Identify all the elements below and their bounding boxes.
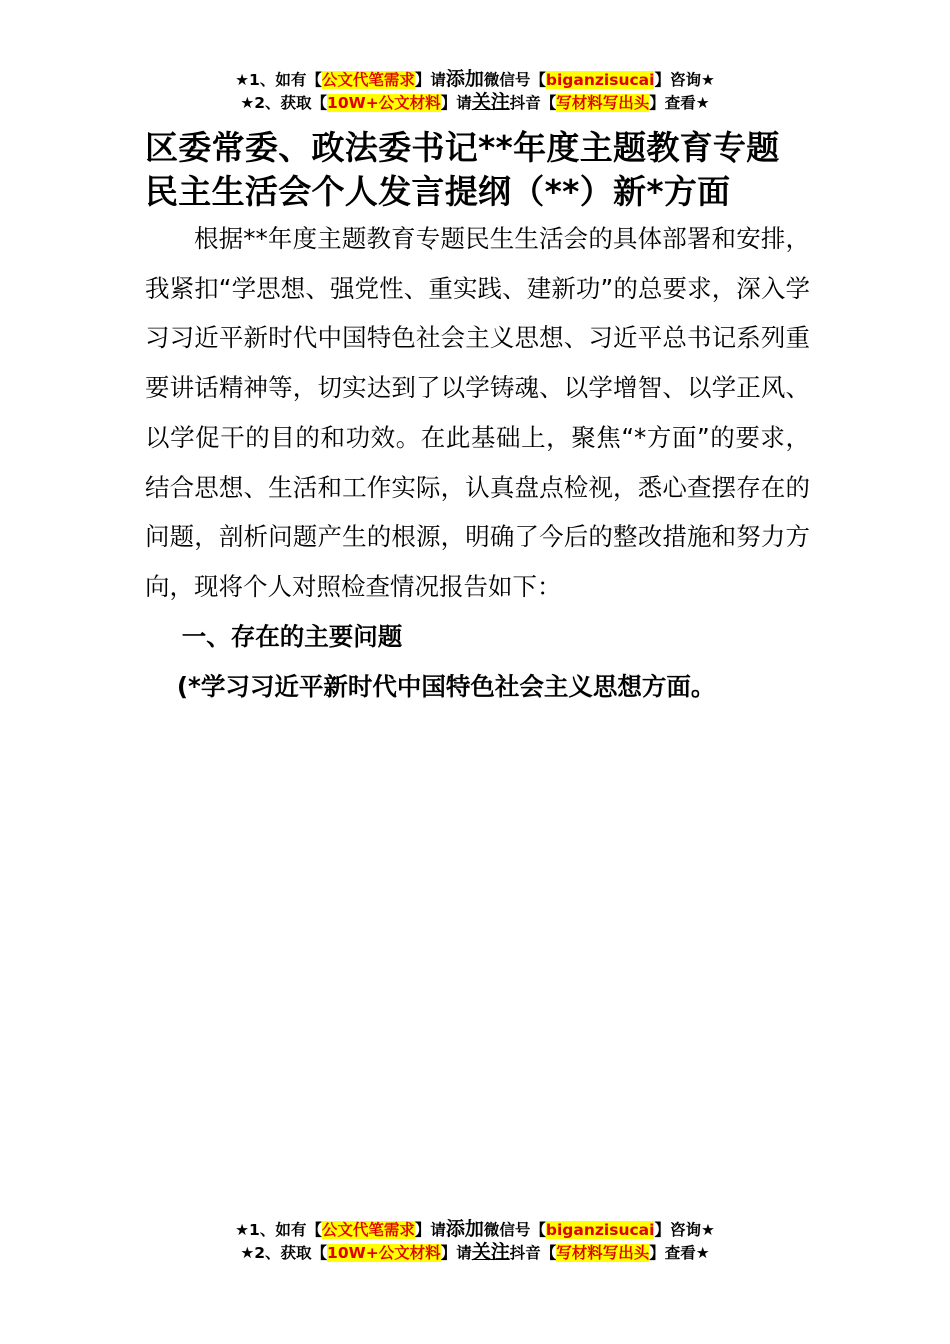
promo-highlight: 10W+公文材料 <box>327 1244 441 1262</box>
promo-douyin-id: 写材料写出头 <box>556 1244 650 1262</box>
section-heading: 一、存在的主要问题 <box>181 621 403 651</box>
promo-banner-bottom <box>0 1218 950 1264</box>
promo-wechat-id: biganzisucai <box>545 71 655 89</box>
promo-emphasis: 添加 <box>445 1218 484 1240</box>
promo-emphasis: 添加 <box>445 68 484 90</box>
subsection-heading: (*学习习近平新时代中国特色社会主义思想方面。 <box>176 671 716 701</box>
document-body <box>145 126 810 712</box>
document-title: 区委常委、政法委书记**年度主题教育专题民主生活会个人发言提纲（**）新*方面 <box>145 128 780 211</box>
promo-highlight: 10W+公文材料 <box>327 94 441 112</box>
promo-line-2: ★2、获取【10W+公文材料】请关注抖音【写材料写出头】查看★ <box>240 91 710 113</box>
intro-paragraph: 根据**年度主题教育专题民生生活会的具体部署和安排，我紧扣“学思想、强党性、重实践、建新功”的总要求，深入学习习近平新时代中国特色社会主义思想、习近平总书记系列重要讲话精神等，切实达到了以学铸魂、以学增智、以学正风、以学促干的目的和功效。在此基础上，聚焦“*方面”的要求，结合思想、生活和工作实际，认真盘点检视，悉心查摆存在的问题，剖析问题产生的根源，明确了今后的整改措施和努力方向，现将个人对照检查情况报告如下： <box>145 224 810 601</box>
promo-banner-top <box>0 68 950 114</box>
promo-douyin-id: 写材料写出头 <box>556 94 650 112</box>
promo-wechat-id: biganzisucai <box>545 1221 655 1239</box>
promo-highlight: 公文代笔需求 <box>321 1221 415 1239</box>
promo-line-1: ★1、如有【公文代笔需求】请添加微信号【biganzisucai】咨询★ <box>235 1218 715 1240</box>
promo-emphasis: 关注 <box>471 91 510 113</box>
promo-line-2: ★2、获取【10W+公文材料】请关注抖音【写材料写出头】查看★ <box>240 1241 710 1263</box>
promo-highlight: 公文代笔需求 <box>321 71 415 89</box>
promo-emphasis: 关注 <box>471 1241 510 1263</box>
promo-line-1: ★1、如有【公文代笔需求】请添加微信号【biganzisucai】咨询★ <box>235 68 715 90</box>
